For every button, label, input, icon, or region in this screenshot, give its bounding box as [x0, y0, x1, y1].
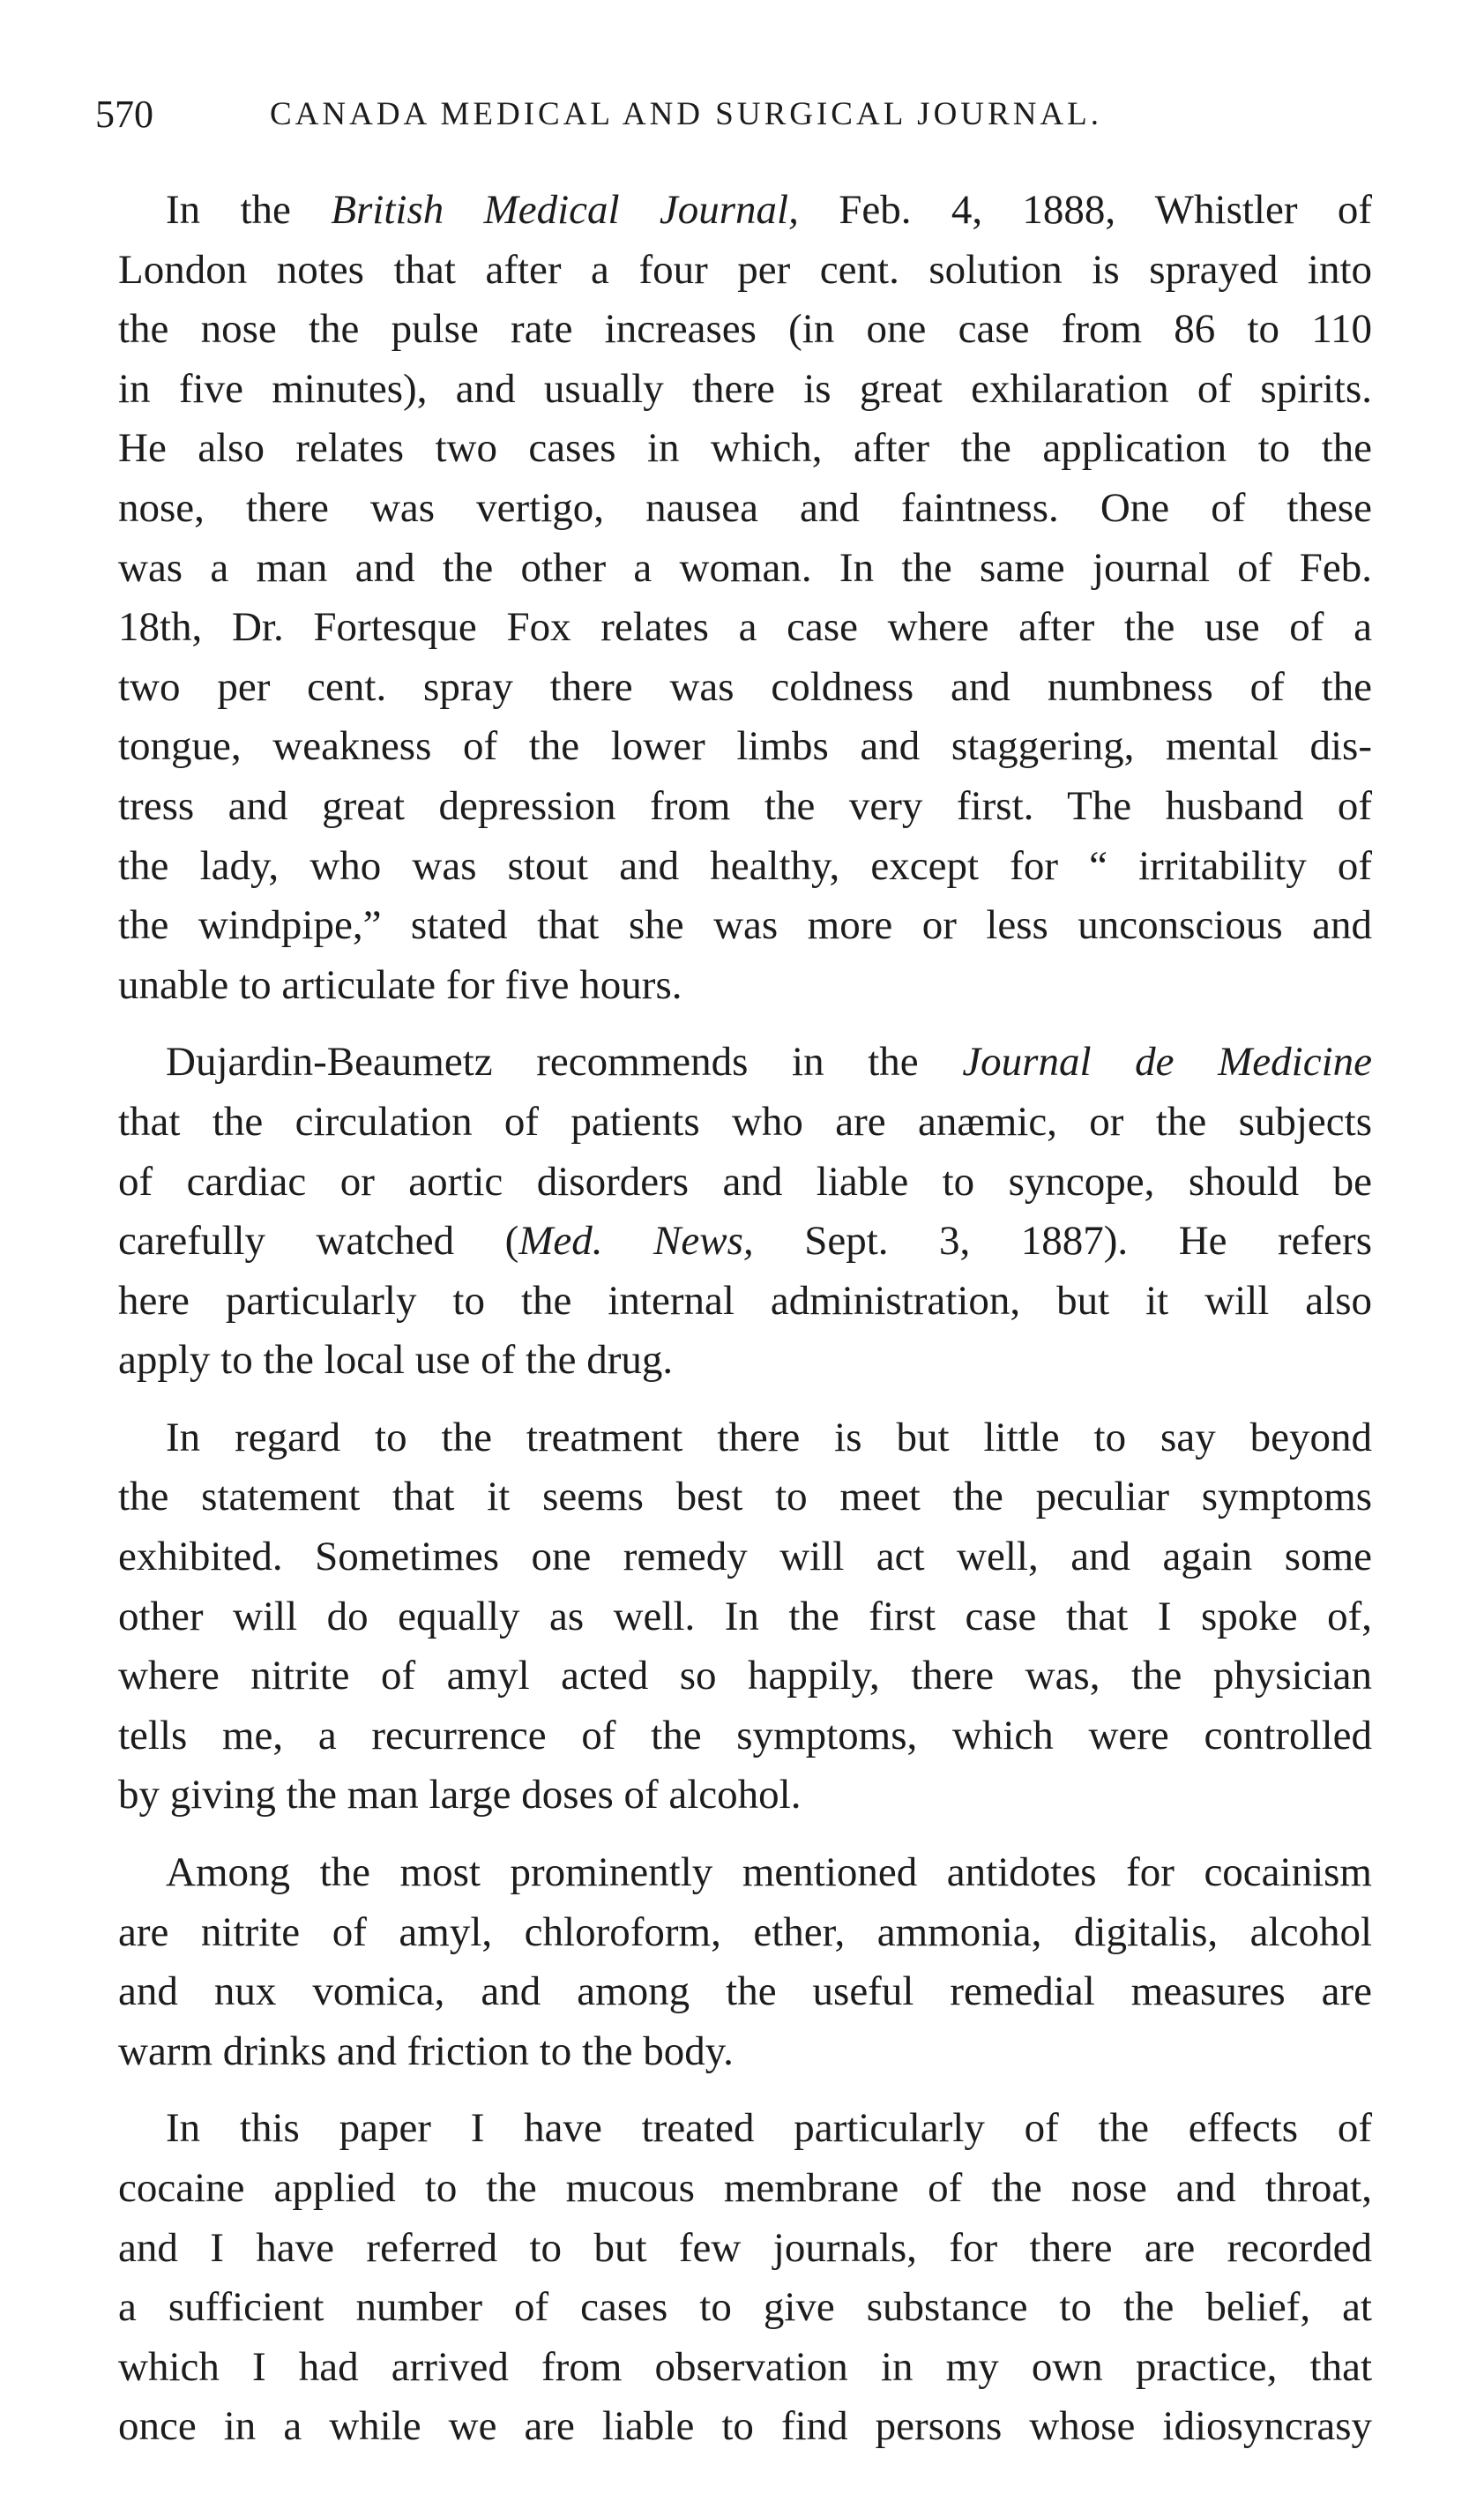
text-line: other will do equally as well. In the first case that I spoke of, — [118, 1593, 1372, 1639]
text-line: He also relates two cases in which, after the application to the — [118, 425, 1372, 472]
text-line: the lady, who was stout and healthy, except for “ irritability of — [118, 842, 1372, 889]
paragraph-gap — [118, 1391, 1372, 1408]
running-head — [95, 88, 1347, 141]
text-line: once in a while we are liable to find persons whose idiosyncrasy — [118, 2403, 1372, 2450]
text-line: carefully watched (Med. News, Sept. 3, 1887). He refers — [118, 1218, 1372, 1265]
text-line: that the circulation of patients who are anæmic, or the subjects — [118, 1098, 1372, 1145]
text-line: nose, there was vertigo, nausea and faintness. One of these — [118, 484, 1372, 531]
article-body — [118, 181, 1372, 2457]
italic-citation: Med. News, — [518, 1218, 754, 1265]
text-line: In the British Medical Journal, Feb. 4, 1888, Whistler of — [166, 187, 1372, 233]
text-line: of cardiac or aortic disorders and liable to syncope, should be — [118, 1158, 1372, 1205]
text-line: London notes that after a four per cent. solution is sprayed into — [118, 246, 1372, 293]
text-line: a sufficient number of cases to give substance to the belief, at — [118, 2284, 1372, 2331]
text-line: two per cent. spray there was coldness and numbness of the — [118, 663, 1372, 710]
text-line: apply to the local use of the drug. — [118, 1337, 674, 1384]
text-line: and I have referred to but few journals, for there are recorded — [118, 2224, 1372, 2271]
page-number: 570 — [95, 93, 153, 136]
text-line: the nose the pulse rate increases (in one case from 86 to 110 — [118, 306, 1372, 353]
italic-citation: British Medical Journal, — [331, 187, 799, 233]
paragraph — [118, 181, 1372, 1015]
text-line: the windpipe,” stated that she was more or less unconscious and — [118, 902, 1372, 949]
paragraph-gap — [118, 2081, 1372, 2099]
text-line: which I had arrived from observation in my own practice, that — [118, 2343, 1372, 2390]
text-line: In regard to the treatment there is but little to say beyond — [166, 1414, 1372, 1460]
paragraph-gap — [118, 1015, 1372, 1033]
text-line: cocaine applied to the mucous membrane of the nose and throat, — [118, 2165, 1372, 2211]
text-line: are nitrite of amyl, chloroform, ether, ammonia, digitalis, alcohol — [118, 1908, 1372, 1955]
text-line: warm drinks and friction to the body. — [118, 2027, 734, 2074]
text-line: 18th, Dr. Fortesque Fox relates a case where after the use of a — [118, 604, 1372, 651]
text-line: tells me, a recurrence of the symptoms, which were controlled — [118, 1712, 1372, 1758]
text-line: tress and great depression from the very first. The husband of — [118, 782, 1372, 829]
paragraph — [118, 2099, 1372, 2457]
text-line: where nitrite of amyl acted so happily, there was, the physician — [118, 1653, 1372, 1699]
text-line: here particularly to the internal administration, but it will also — [118, 1277, 1372, 1324]
text-line: the statement that it seems best to meet the peculiar symptoms — [118, 1474, 1372, 1520]
text-line: in five minutes), and usually there is great exhilaration of spirits. — [118, 365, 1372, 412]
text-line: exhibited. Sometimes one remedy will act well, and again some — [118, 1534, 1372, 1580]
paragraph — [118, 1033, 1372, 1391]
paragraph-gap — [118, 1826, 1372, 1843]
paragraph — [118, 1408, 1372, 1826]
journal-title: CANADA MEDICAL AND SURGICAL JOURNAL. — [270, 96, 1102, 132]
text-line: In this paper I have treated particularly of the effects of — [166, 2105, 1372, 2152]
text-line: and nux vomica, and among the useful remedial measures are — [118, 1968, 1372, 2015]
text-line: Dujardin-Beaumetz recommends in the Journal de Medicine — [166, 1039, 1373, 1086]
text-line: was a man and the other a woman. In the same journal of Feb. — [118, 544, 1372, 591]
text-line: tongue, weakness of the lower limbs and staggering, mental dis- — [118, 723, 1372, 770]
italic-citation: Journal de Medicine — [962, 1039, 1373, 1086]
text-line: unable to articulate for five hours. — [118, 961, 682, 1008]
text-line: Among the most prominently mentioned antidotes for cocainism — [166, 1849, 1372, 1896]
paragraph — [118, 1843, 1372, 2081]
text-line: by giving the man large doses of alcohol. — [118, 1772, 802, 1818]
